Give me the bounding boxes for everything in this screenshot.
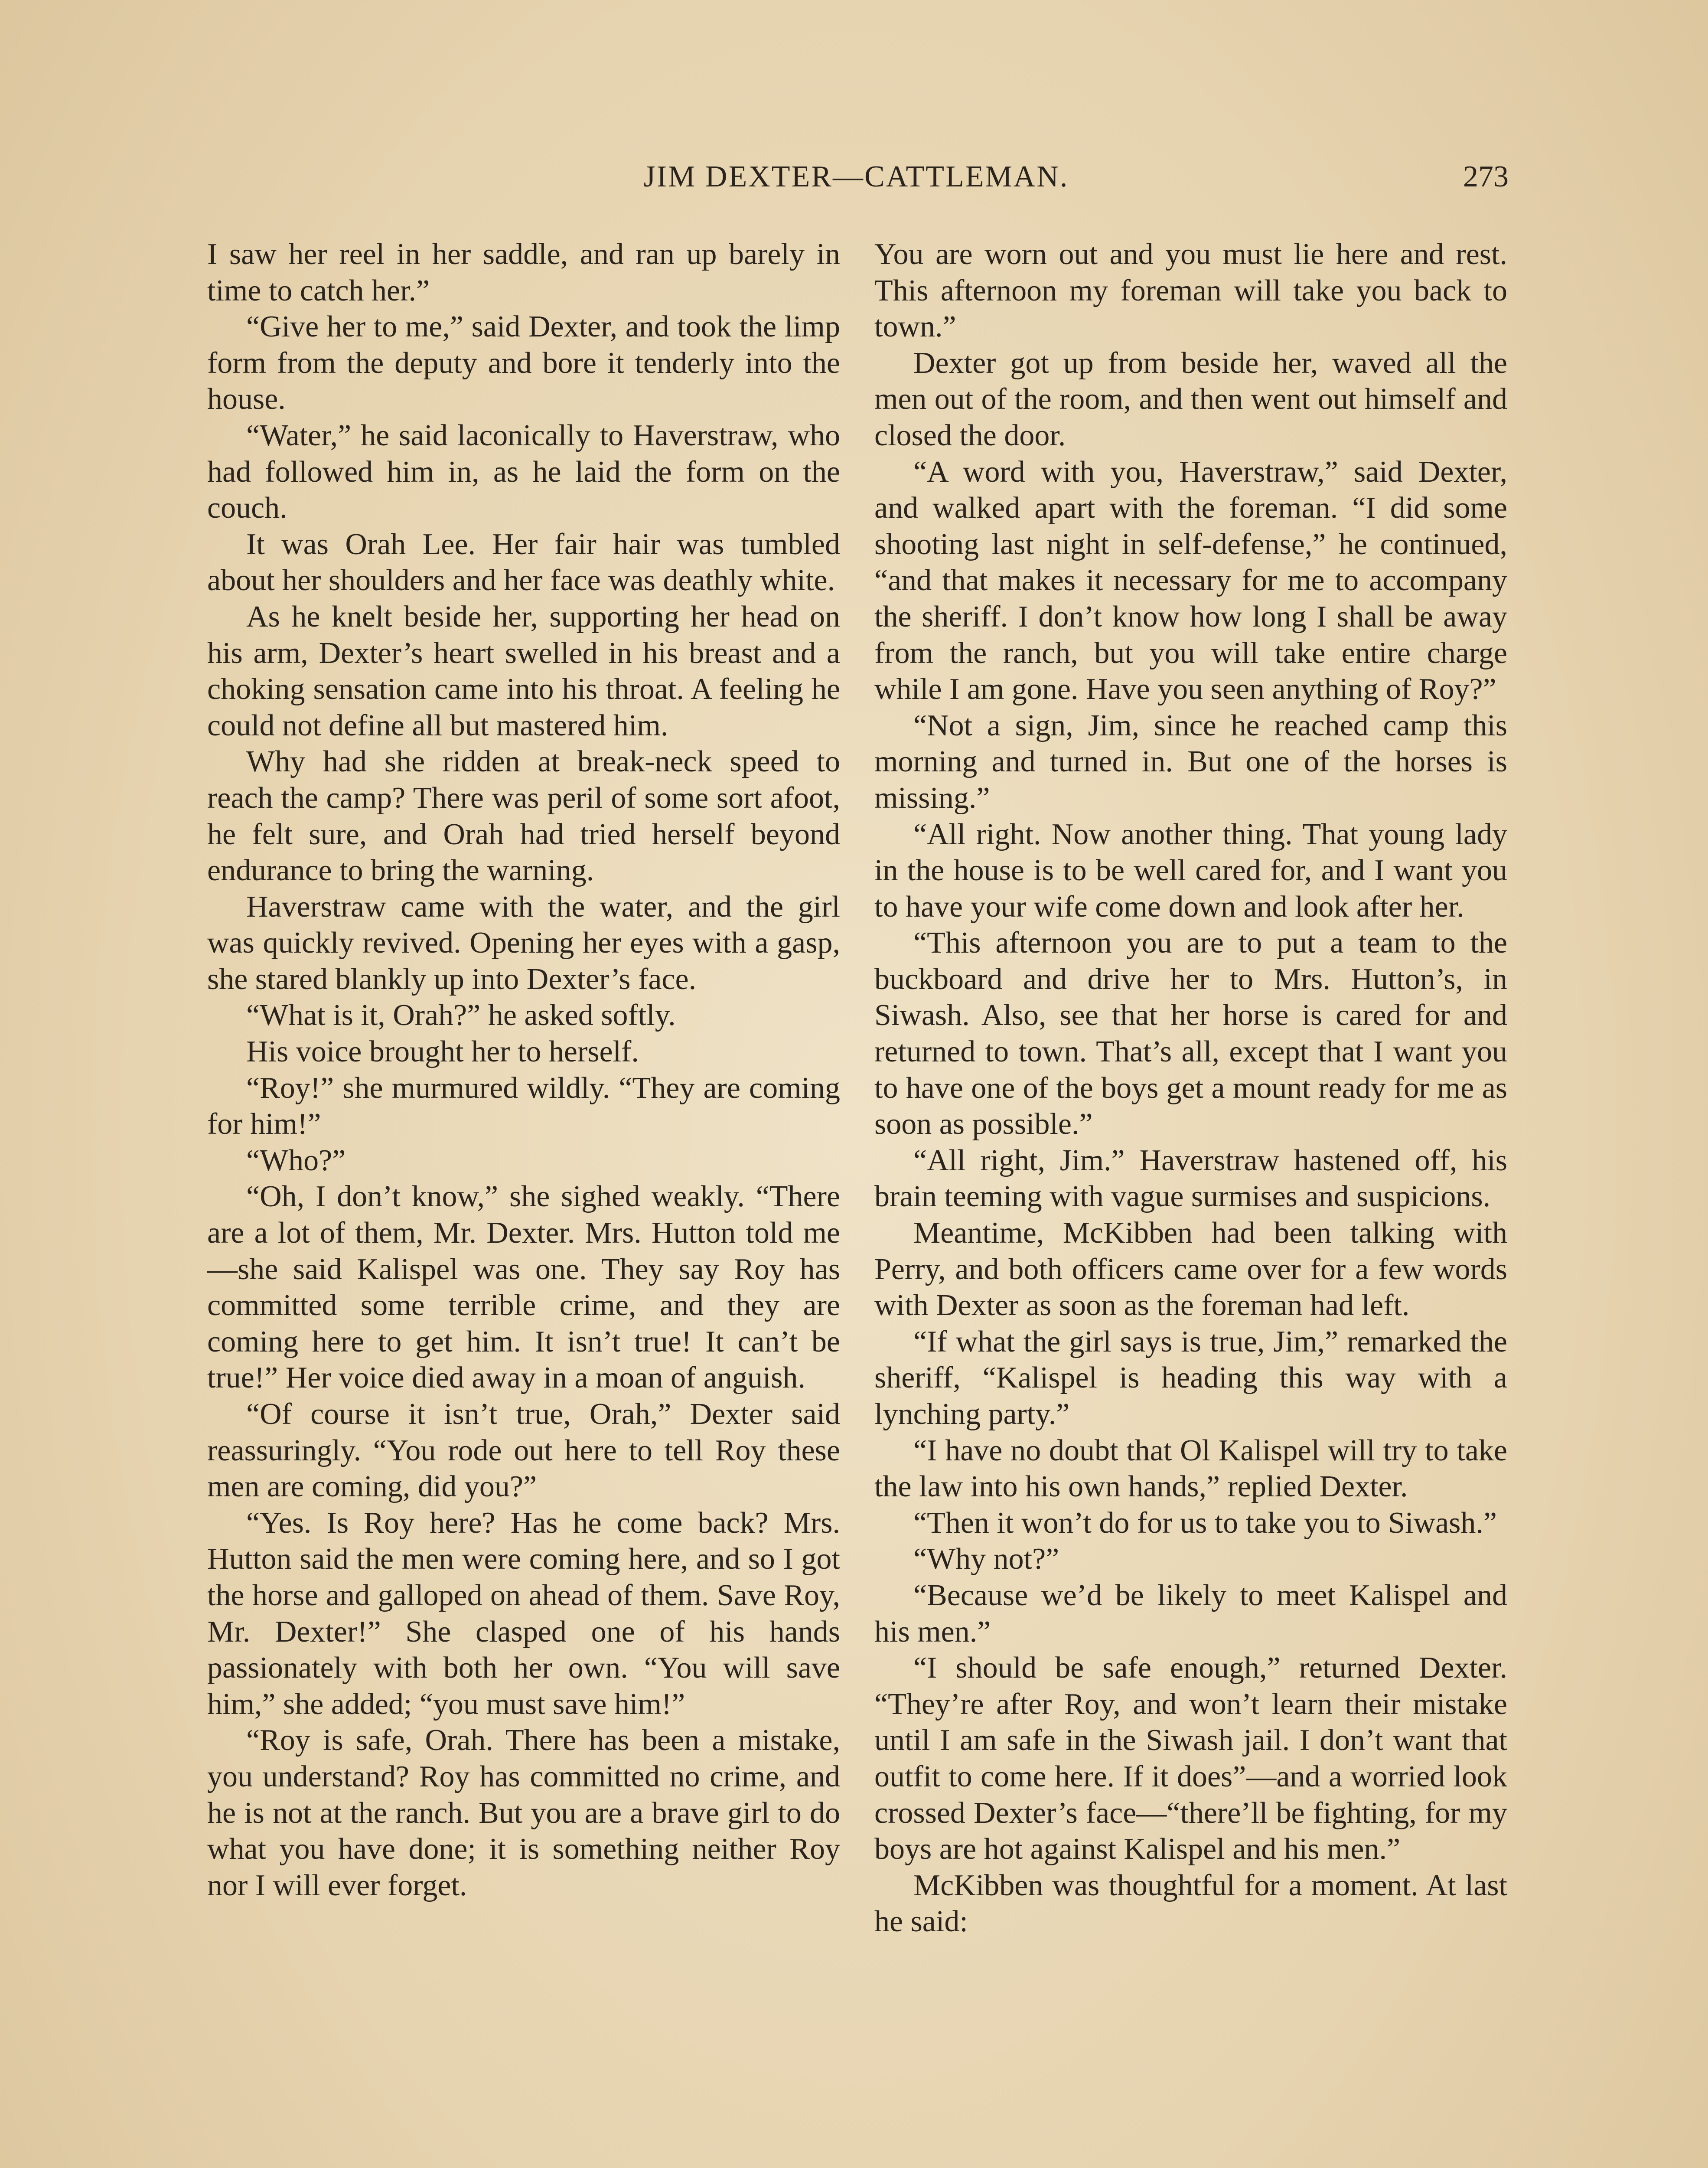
- running-title: JIM DEXTER—CATTLEMAN.: [643, 160, 1069, 193]
- paragraph: “I have no doubt that Ol Kalispel will try to take the law into his own hands,” replied Dexter.: [874, 1433, 1507, 1504]
- paragraph: “Why not?”: [913, 1542, 1059, 1576]
- paragraph: “Yes. Is Roy here? Has he come back? Mrs. Hutton said the men were coming here, and so I got the horse and galloped on ahead of them. Save Roy, Mr. Dexter!” She clasped one of his hands passionately with both her own. “You will save him,” she added; “you must save him!”: [207, 1506, 840, 1721]
- paragraph: I saw her reel in her saddle, and ran up barely in time to catch her.”: [207, 238, 840, 307]
- paragraph: It was Orah Lee. Her fair hair was tumbled about her shoulders and her face was deathly white.: [207, 527, 840, 598]
- left-column: [207, 236, 840, 1904]
- paragraph: As he knelt beside her, supporting her head on his arm, Dexter’s heart swelled in his breast and a choking sensation came into his throat. A feeling he could not define all but mastered him.: [207, 600, 840, 742]
- paragraph: Dexter got up from beside her, waved all the men out of the room, and then went out himself and closed the door.: [874, 346, 1507, 452]
- paragraph: McKibben was thoughtful for a moment. At last he said:: [874, 1868, 1507, 1939]
- page-number: 273: [1463, 160, 1509, 193]
- paragraph: “What is it, Orah?” he asked softly.: [246, 999, 676, 1032]
- paragraph: “All right. Now another thing. That young lady in the house is to be well cared for, and I want you to have your wife come down and look after her.: [874, 817, 1507, 924]
- paragraph: “This afternoon you are to put a team to the buckboard and drive her to Mrs. Hutton’s, in Siwash. Also, see that her horse is cared for and returned to town. That’s all, except that I want you to have one of the boys get a mount ready for me as soon as possible.”: [874, 926, 1507, 1141]
- paragraph: Meantime, McKibben had been talking with Perry, and both officers came over for a few words with Dexter as soon as the foreman had left.: [874, 1216, 1507, 1322]
- paragraph: You are worn out and you must lie here and rest. This afternoon my foreman will take you back to town.”: [874, 238, 1507, 344]
- paragraph: “Who?”: [246, 1143, 346, 1177]
- paragraph: “Then it won’t do for us to take you to Siwash.”: [913, 1506, 1497, 1540]
- paragraph: “Roy is safe, Orah. There has been a mistake, you understand? Roy has committed no crime, and he is not at the ranch. But you are a brave girl to do what you have done; it is something neither Roy nor I will ever forget.: [207, 1724, 840, 1902]
- paragraph: His voice brought her to herself.: [246, 1035, 639, 1069]
- paragraph: “Of course it isn’t true, Orah,” Dexter said reassuringly. “You rode out here to tell Roy these men are coming, did you?”: [207, 1397, 840, 1504]
- paragraph: “Oh, I don’t know,” she sighed weakly. “There are a lot of them, Mr. Dexter. Mrs. Hutton told me—she said Kalispel was one. They say Roy has committed some terrible crime, and they are coming here to get him. It isn’t true! It can’t be true!” Her voice died away in a moan of anguish.: [207, 1180, 840, 1395]
- paragraph: Haverstraw came with the water, and the girl was quickly revived. Opening her eyes with a gasp, she stared blankly up into Dexter’s face.: [207, 890, 840, 996]
- paragraph: “A word with you, Haverstraw,” said Dexter, and walked apart with the foreman. “I did some shooting last night in self-defense,” he continued, “and that makes it necessary for me to accompany the sheriff. I don’t know how long I shall be away from the ranch, but you will take entire charge while I am gone. Have you seen anything of Roy?”: [874, 455, 1507, 706]
- right-column: [874, 236, 1507, 1940]
- paragraph: “Water,” he said laconically to Haverstraw, who had followed him in, as he laid the form on the couch.: [207, 418, 840, 525]
- paragraph: “Give her to me,” said Dexter, and took the limp form from the deputy and bore it tenderly into the house.: [207, 310, 840, 416]
- paragraph: “If what the girl says is true, Jim,” remarked the sheriff, “Kalispel is heading this way with a lynching party.”: [874, 1325, 1507, 1431]
- paragraph: “All right, Jim.” Haverstraw hastened off, his brain teeming with vague surmises and suspicions.: [874, 1143, 1507, 1214]
- paragraph: “Because we’d be likely to meet Kalispel and his men.”: [874, 1578, 1507, 1649]
- paragraph: Why had she ridden at break-neck speed to reach the camp? There was peril of some sort afoot, he felt sure, and Orah had tried herself beyond endurance to bring the warning.: [207, 745, 840, 888]
- paragraph: “I should be safe enough,” returned Dexter. “They’re after Roy, and won’t learn their mistake until I am safe in the Siwash jail. I don’t want that outfit to come here. If it does”—and a worried look crossed Dexter’s face—“there’ll be fighting, for my boys are hot against Kalispel and his men.”: [874, 1651, 1507, 1866]
- paragraph: “Roy!” she murmured wildly. “They are coming for him!”: [207, 1071, 840, 1141]
- running-head: [204, 160, 1509, 207]
- paragraph: “Not a sign, Jim, since he reached camp this morning and turned in. But one of the horses is missing.”: [874, 709, 1507, 815]
